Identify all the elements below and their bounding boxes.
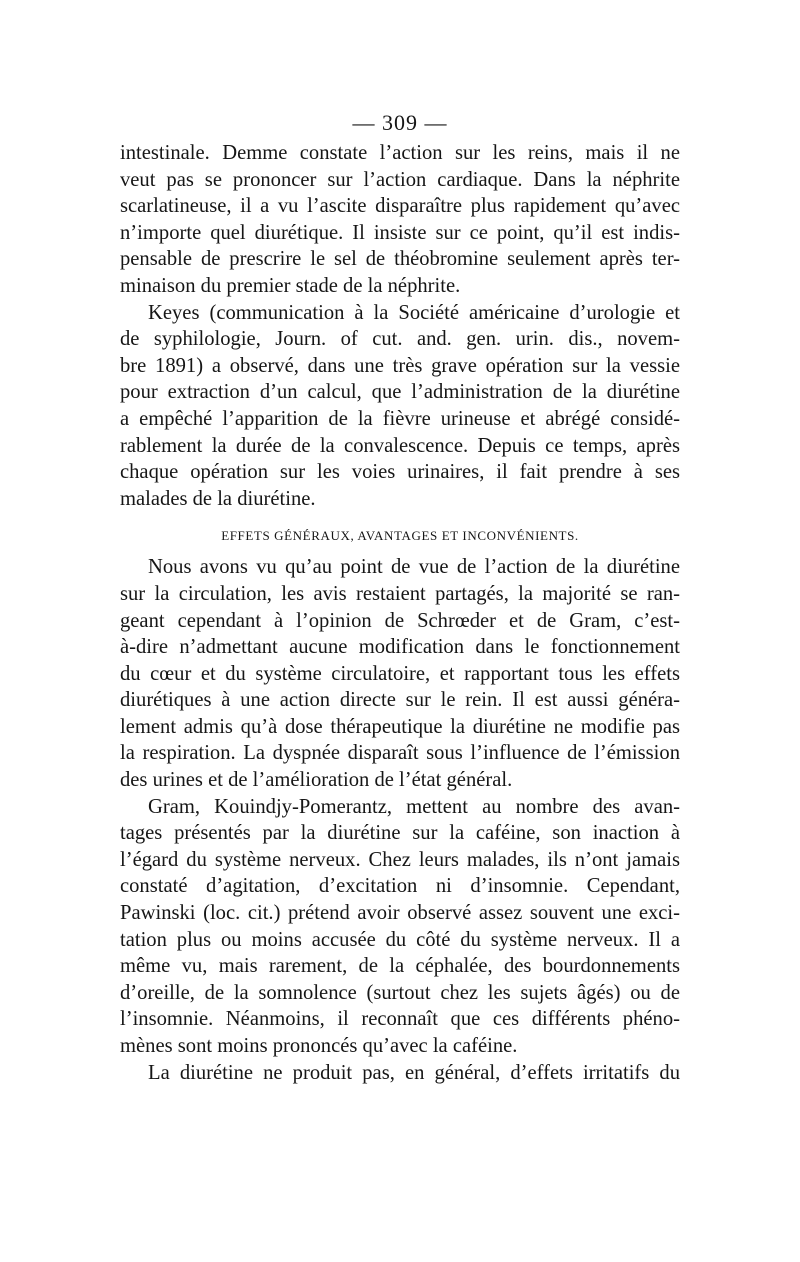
text-line: Keyes (communication à la Société américaine d’urologie et [148,301,680,324]
text-line: rablement la durée de la convalescence. Depuis ce temps, après [120,434,680,457]
text-line: l’égard du système nerveux. Chez leurs malades, ils n’ont jamais [120,848,680,871]
text-line: chaque opération sur les voies urinaires, il fait prendre à ses [120,461,680,484]
text-line: à-dire n’admettant aucune modification dans le fonctionnement [120,636,680,659]
text-line: tation plus ou moins accusée du côté du système nerveux. Il a [120,928,680,951]
text-line: de syphilologie, Journ. of cut. and. gen. urin. dis., novem- [120,328,680,351]
text-line: bre 1891) a observé, dans une très grave opération sur la vessie [120,354,680,377]
text-line: Nous avons vu qu’au point de vue de l’action de la diurétine [148,556,680,579]
text-line: scarlatineuse, il a vu l’ascite disparaître plus rapidement qu’avec [120,195,680,218]
text-line: minaison du premier stade de la néphrite. [120,274,461,297]
text-line: veut pas se prononcer sur l’action cardiaque. Dans la néphrite [120,168,680,191]
text-line: pour extraction d’un calcul, que l’administration de la diurétine [120,381,680,404]
text-line: pensable de prescrire le sel de théobromine seulement après ter- [120,248,680,271]
text-line: a empêché l’apparition de la fièvre urineuse et abrégé considé- [120,407,680,430]
paragraph-irritatifs [120,1060,680,1087]
text-line: sur la circulation, les avis restaient partagés, la majorité se ran- [120,582,680,605]
paragraph-circulation [120,554,680,793]
text-line: intestinale. Demme constate l’action sur les reins, mais il ne [120,142,680,164]
paragraph-demme [120,140,680,300]
text-line: geant cependant à l’opinion de Schrœder et de Gram, c’est- [120,609,680,632]
text-line: lement admis qu’à dose thérapeutique la diurétine ne modifie pas [120,715,680,738]
text-line: La diurétine ne produit pas, en général, d’effets irritatifs du [148,1061,680,1084]
text-line: mènes sont moins prononcés qu’avec la caféine. [120,1035,518,1057]
text-line: la respiration. La dyspnée disparaît sous l’influence de l’émission [120,742,680,765]
text-line: du cœur et du système circulatoire, et rapportant tous les effets [120,662,680,685]
text-line: diurétiques à une action directe sur le rein. Il est aussi généra- [120,689,680,712]
paragraph-keyes [120,300,680,513]
text-line: l’insomnie. Néanmoins, il reconnaît que ces différents phéno- [120,1008,680,1031]
section-heading: EFFETS GÉNÉRAUX, AVANTAGES ET INCONVÉNIENTS. [221,528,579,544]
text-line: n’importe quel diurétique. Il insiste sur ce point, qu’il est indis- [120,221,680,244]
text-line: tages présentés par la diurétine sur la caféine, son inaction à [120,822,680,845]
text-line: des urines et de l’amélioration de l’état général. [120,769,513,792]
page-body [120,140,680,1086]
text-line: constaté d’agitation, d’excitation ni d’insomnie. Cependant, [120,875,680,898]
text-line: d’oreille, de la somnolence (surtout chez les sujets âgés) ou de [120,981,680,1004]
text-line: même vu, mais rarement, de la céphalée, des bourdonnements [120,955,680,978]
paragraph-gram [120,794,680,1060]
page-number: — 309 — [352,110,448,135]
text-line: malades de la diurétine. [120,487,316,510]
text-line: Gram, Kouindjy-Pomerantz, mettent au nombre des avan- [148,795,680,818]
text-line: Pawinski (loc. cit.) prétend avoir observé assez souvent une exci- [120,902,680,925]
